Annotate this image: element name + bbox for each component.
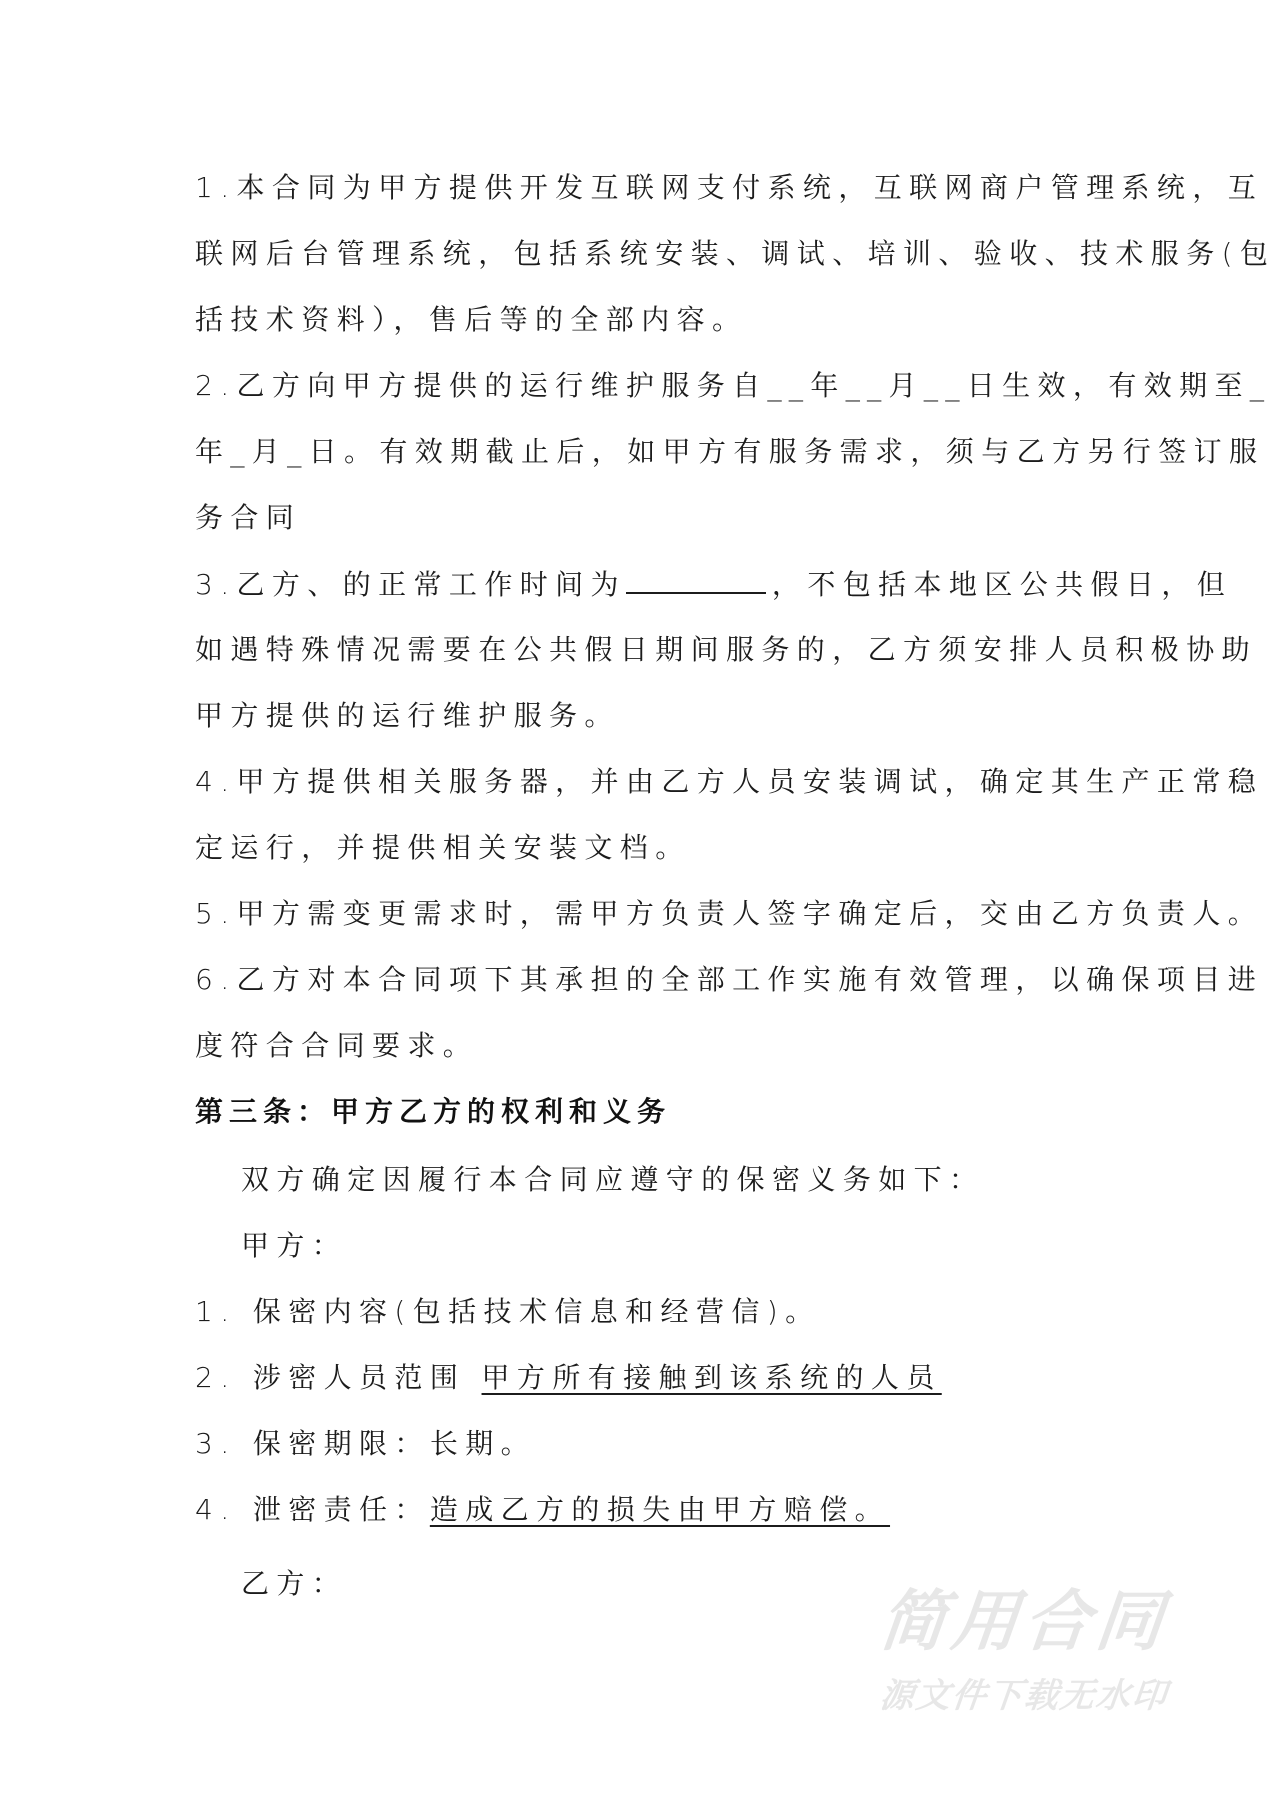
confidentiality-item-1-label: 1. 保密内容(包括技术信息和经营信)。 xyxy=(195,1295,821,1328)
clause-1-line-1: 1.本合同为甲方提供开发互联网支付系统，互联网商户管理系统，互 xyxy=(195,171,1264,204)
section-heading: 第三条：甲方乙方的权利和义务 xyxy=(195,1095,672,1128)
confidentiality-item-1 xyxy=(195,1294,820,1330)
watermark-subtitle: 源文件下载无水印 xyxy=(877,1676,1171,1716)
party-b-label: 乙方： xyxy=(241,1567,348,1600)
confidentiality-item-2-value: 甲方所有接触到该系统的人员 xyxy=(481,1361,942,1394)
party-a-label: 甲方： xyxy=(241,1229,348,1262)
clause-1-line-2: 联网后台管理系统，包括系统安装、调试、培训、验收、技术服务(包 xyxy=(195,237,1276,270)
confidentiality-item-4 xyxy=(195,1492,890,1528)
clause-2-line-1: 2.乙方向甲方提供的运行维护服务自__年__月__日生效，有效期至_ xyxy=(195,369,1272,402)
confidentiality-intro: 双方确定因履行本合同应遵守的保密义务如下： xyxy=(241,1163,985,1196)
clause-5-line-1: 5.甲方需变更需求时，需甲方负责人签字确定后，交由乙方负责人。 xyxy=(195,897,1264,930)
confidentiality-item-3-label: 3. 保密期限：长期。 xyxy=(195,1427,537,1460)
clause-3-text-after-blank: ，不包括本地区公共假日，但 xyxy=(771,568,1233,601)
clause-4-line-1: 4.甲方提供相关服务器，并由乙方人员安装调试，确定其生产正常稳 xyxy=(195,765,1264,798)
confidentiality-item-4-label: 4. 泄密责任： xyxy=(195,1493,430,1526)
clause-6-line-2: 度符合合同要求。 xyxy=(195,1029,479,1062)
clause-3-line-3: 甲方提供的运行维护服务。 xyxy=(195,699,620,732)
confidentiality-item-2 xyxy=(195,1360,942,1396)
watermark-title: 简用合同 xyxy=(876,1583,1173,1660)
confidentiality-item-4-value: 造成乙方的损失由甲方赔偿。 xyxy=(429,1493,891,1526)
confidentiality-item-2-label: 2. 涉密人员范围 xyxy=(195,1361,482,1394)
clause-3-line-2: 如遇特殊情况需要在公共假日期间服务的，乙方须安排人员积极协助 xyxy=(195,633,1258,666)
clause-2-line-2: 年_月_日。有效期截止后，如甲方有服务需求，须与乙方另行签订服 xyxy=(195,435,1265,468)
clause-3-line-1 xyxy=(195,566,1232,603)
clause-1-line-3: 括技术资料），售后等的全部内容。 xyxy=(195,303,748,336)
working-hours-blank xyxy=(626,566,766,594)
clause-4-line-2: 定运行，并提供相关安装文档。 xyxy=(195,831,691,864)
clause-6-line-1: 6.乙方对本合同项下其承担的全部工作实施有效管理，以确保项目进 xyxy=(195,963,1264,996)
confidentiality-item-3 xyxy=(195,1426,536,1462)
clause-2-line-3: 务合同 xyxy=(195,501,302,534)
clause-3-text-before-blank: 3.乙方、的正常工作时间为 xyxy=(195,568,626,601)
